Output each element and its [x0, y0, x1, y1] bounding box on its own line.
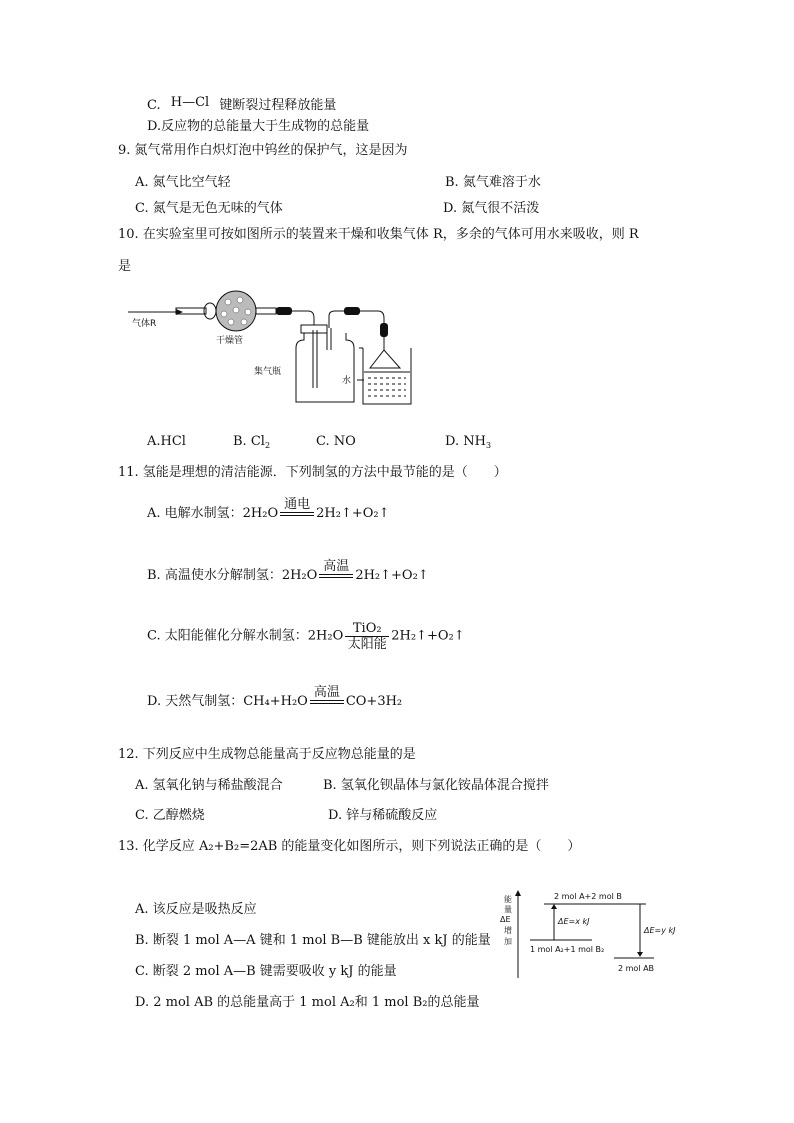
top-level-label: 2 mol A+2 mol B	[554, 892, 622, 901]
q13-stem: 13. 化学反应 A₂+B₂=2AB 的能量变化如图所示，则下列说法正确的是（ ）	[118, 839, 581, 854]
x-energy-label: ΔE=x kJ	[558, 917, 590, 926]
q12-option-c: C. 乙醇燃烧	[135, 808, 205, 823]
q11-option-a: A. 电解水制氢：2H₂O 通电 2H₂↑+O₂↑	[147, 497, 390, 521]
q10-stem-line1: 10. 在实验室里可按如图所示的装置来干燥和收集气体 R，多余的气体可用水来吸收，则 R	[118, 227, 639, 242]
q13-energy-diagram	[496, 888, 696, 983]
q13-option-a: A. 该反应是吸热反应	[135, 902, 257, 917]
drying-tube	[176, 291, 276, 331]
q8-option-c-formula: H—Cl	[170, 95, 210, 110]
gas-collecting-bottle	[296, 325, 354, 402]
q8-option-c-text: 键断裂过程释放能量	[219, 98, 337, 113]
q11-option-d: D. 天然气制氢：CH₄+H₂O 高温 CO+3H₂	[147, 685, 403, 709]
q10-option-d: D. $NH_3$	[445, 434, 492, 450]
dryer-label: 干燥管	[216, 336, 244, 346]
q10-apparatus-figure	[118, 288, 428, 413]
axis-char-2: 量	[504, 905, 512, 914]
bottom-level-label: 2 mol AB	[618, 964, 655, 973]
q8-option-c	[147, 95, 337, 114]
rubber-tube-2	[344, 307, 360, 315]
beaker-with-funnel	[359, 337, 411, 404]
q13-option-b: B. 断裂 1 mol A—A 键和 1 mol B—B 键能放出 x kJ 的能量	[135, 933, 491, 948]
q11-stem: 11. 氢能是理想的清洁能源．下列制氢的方法中最节能的是（ ）	[118, 465, 507, 480]
water-label: 水	[342, 376, 352, 386]
q9-option-c: C. 氮气是无色无味的气体	[135, 201, 283, 216]
q9-option-b: B. 氮气难溶于水	[445, 175, 541, 190]
rubber-tube-3	[380, 323, 388, 337]
rubber-tube-1	[276, 307, 292, 315]
y-energy-label: ΔE=y kJ	[644, 926, 676, 935]
bottle-label: 集气瓶	[254, 367, 282, 377]
q9-option-d: D. 氮气很不活泼	[443, 201, 540, 216]
outlet-tube	[329, 311, 344, 328]
axis-char-3: ΔE	[500, 915, 511, 924]
q8-option-c-letter: C.	[147, 98, 161, 113]
q8-option-d: D.反应物的总能量大于生成物的总能量	[147, 119, 370, 134]
q9-option-a: A. 氮气比空气轻	[135, 175, 231, 190]
mid-level-label: 1 mol A₂+1 mol B₂	[530, 945, 605, 954]
axis-char-5: 加	[504, 937, 512, 946]
q10-stem-line2: 是	[118, 259, 132, 274]
q10-option-c: C. NO	[316, 434, 356, 449]
q10-option-a: A.HCl	[147, 434, 186, 449]
q12-option-b: B. 氢氧化钡晶体与氯化铵晶体混合搅拌	[323, 778, 549, 793]
gas-label: 气体R	[132, 319, 157, 329]
q10-option-b: B. $Cl_2$	[233, 434, 271, 450]
q13-option-d: D. 2 mol AB 的总能量高于 1 mol A₂和 1 mol B₂的总能量	[135, 995, 480, 1010]
axis-char-1: 能	[504, 895, 512, 904]
q11-option-c: C. 太阳能催化分解水制氢：2H₂O TiO₂ 太阳能 2H₂↑+O₂↑	[147, 621, 465, 652]
q11-option-b: B. 高温使水分解制氢：2H₂O 高温 2H₂↑+O₂↑	[147, 559, 429, 583]
q12-stem: 12. 下列反应中生成物总能量高于反应物总能量的是	[118, 747, 416, 762]
q9-stem: 9. 氮气常用作白炽灯泡中钨丝的保护气，这是因为	[118, 143, 408, 158]
q13-option-c: C. 断裂 2 mol A—B 键需要吸收 y kJ 的能量	[135, 964, 397, 979]
q12-option-d: D. 锌与稀硫酸反应	[328, 808, 438, 823]
axis-char-4: 增	[504, 926, 512, 935]
q12-option-a: A. 氢氧化钠与稀盐酸混合	[135, 778, 283, 793]
